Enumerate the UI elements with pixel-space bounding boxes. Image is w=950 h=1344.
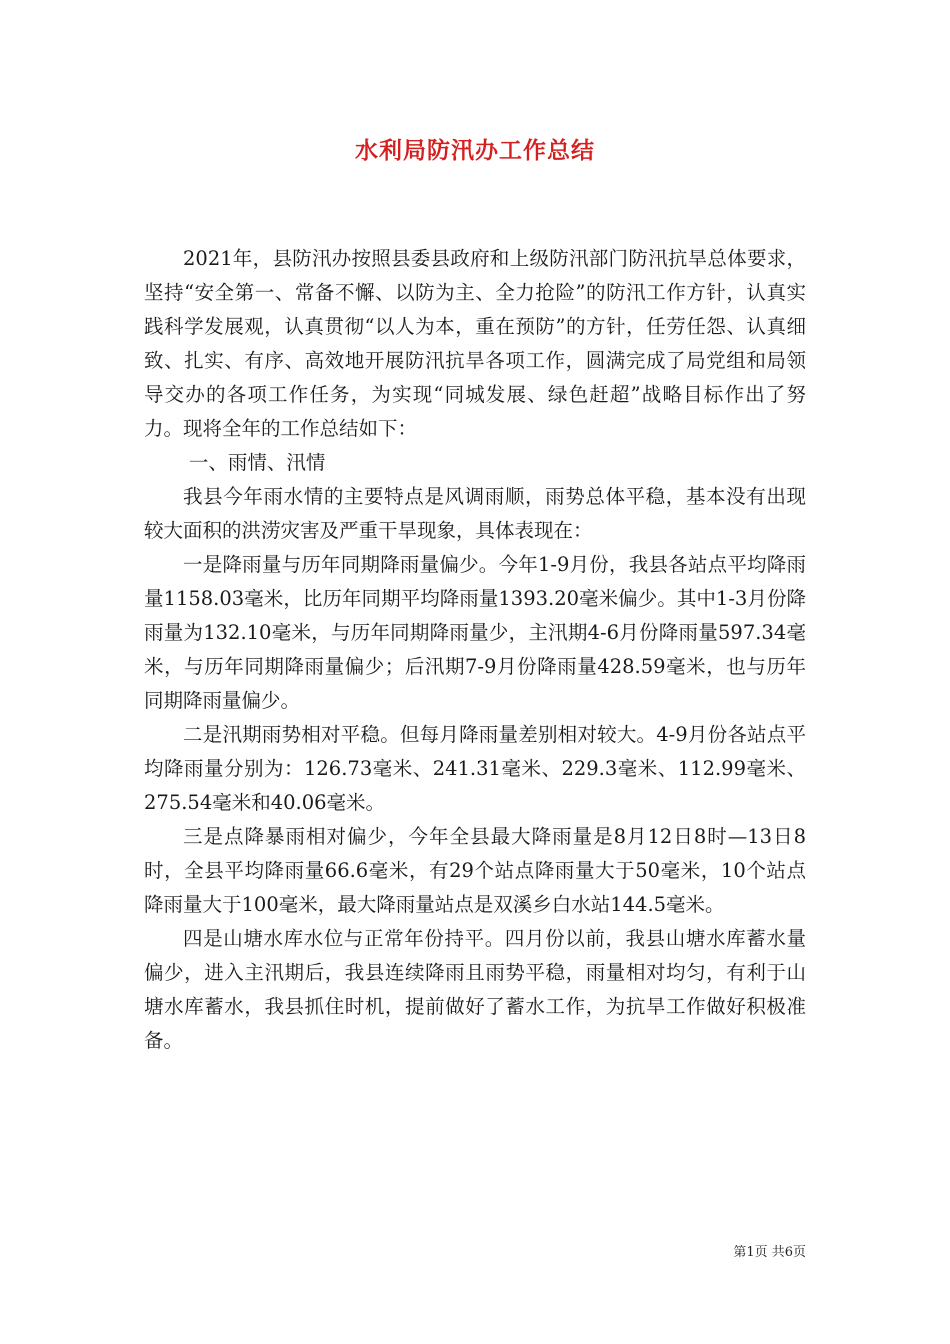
- page-number: 第1页 共6页: [733, 1245, 806, 1260]
- document-body: [144, 242, 806, 1058]
- paragraph-intro: 2021年，县防汛办按照县委县政府和上级防汛部门防汛抗旱总体要求，坚持“安全第一、常备不懈、以防为主、全力抢险”的防汛工作方针，认真实践科学发展观，认真贯彻“以人为本，重在预防”的方针，任劳任怨、认真细致、扎实、有序、高效地开展防汛抗旱各项工作，圆满完成了局党组和局领导交办的各项工作任务，为实现“同城发展、绿色赶超”战略目标作出了努力。现将全年的工作总结如下：: [144, 247, 806, 440]
- document-title: 水利局防汛办工作总结: [355, 137, 595, 164]
- paragraph-rain-overview: 我县今年雨水情的主要特点是风调雨顺，雨势总体平稳，基本没有出现较大面积的洪涝灾害及严重干旱现象，具体表现在：: [144, 485, 806, 542]
- paragraph-point-four: 四是山塘水库水位与正常年份持平。四月份以前，我县山塘水库蓄水量偏少，进入主汛期后，我县连续降雨且雨势平稳，雨量相对均匀，有利于山塘水库蓄水，我县抓住时机，提前做好了蓄水工作，为抗旱工作做好积极准备。: [144, 927, 806, 1052]
- paragraph-point-one: 一是降雨量与历年同期降雨量偏少。今年1-9月份，我县各站点平均降雨量1158.03毫米，比历年同期平均降雨量1393.20毫米偏少。其中1-3月份降雨量为132.10毫米，与历年同期降雨量少，主汛期4-6月份降雨量597.34毫米，与历年同期降雨量偏少；后汛期7-9月份降雨量428.59毫米，也与历年同期降雨量偏少。: [144, 553, 806, 712]
- paragraph-point-three: 三是点降暴雨相对偏少，今年全县最大降雨量是8月12日8时—13日8时，全县平均降雨量66.6毫米，有29个站点降雨量大于50毫米，10个站点降雨量大于100毫米，最大降雨量站点是双溪乡白水站144.5毫米。: [144, 825, 806, 916]
- paragraph-point-two: 二是汛期雨势相对平稳。但每月降雨量差别相对较大。4-9月份各站点平均降雨量分别为：126.73毫米、241.31毫米、229.3毫米、112.99毫米、275.54毫米和40.06毫米。: [144, 723, 806, 814]
- section-heading-rain: 一、雨情、汛情: [188, 451, 326, 474]
